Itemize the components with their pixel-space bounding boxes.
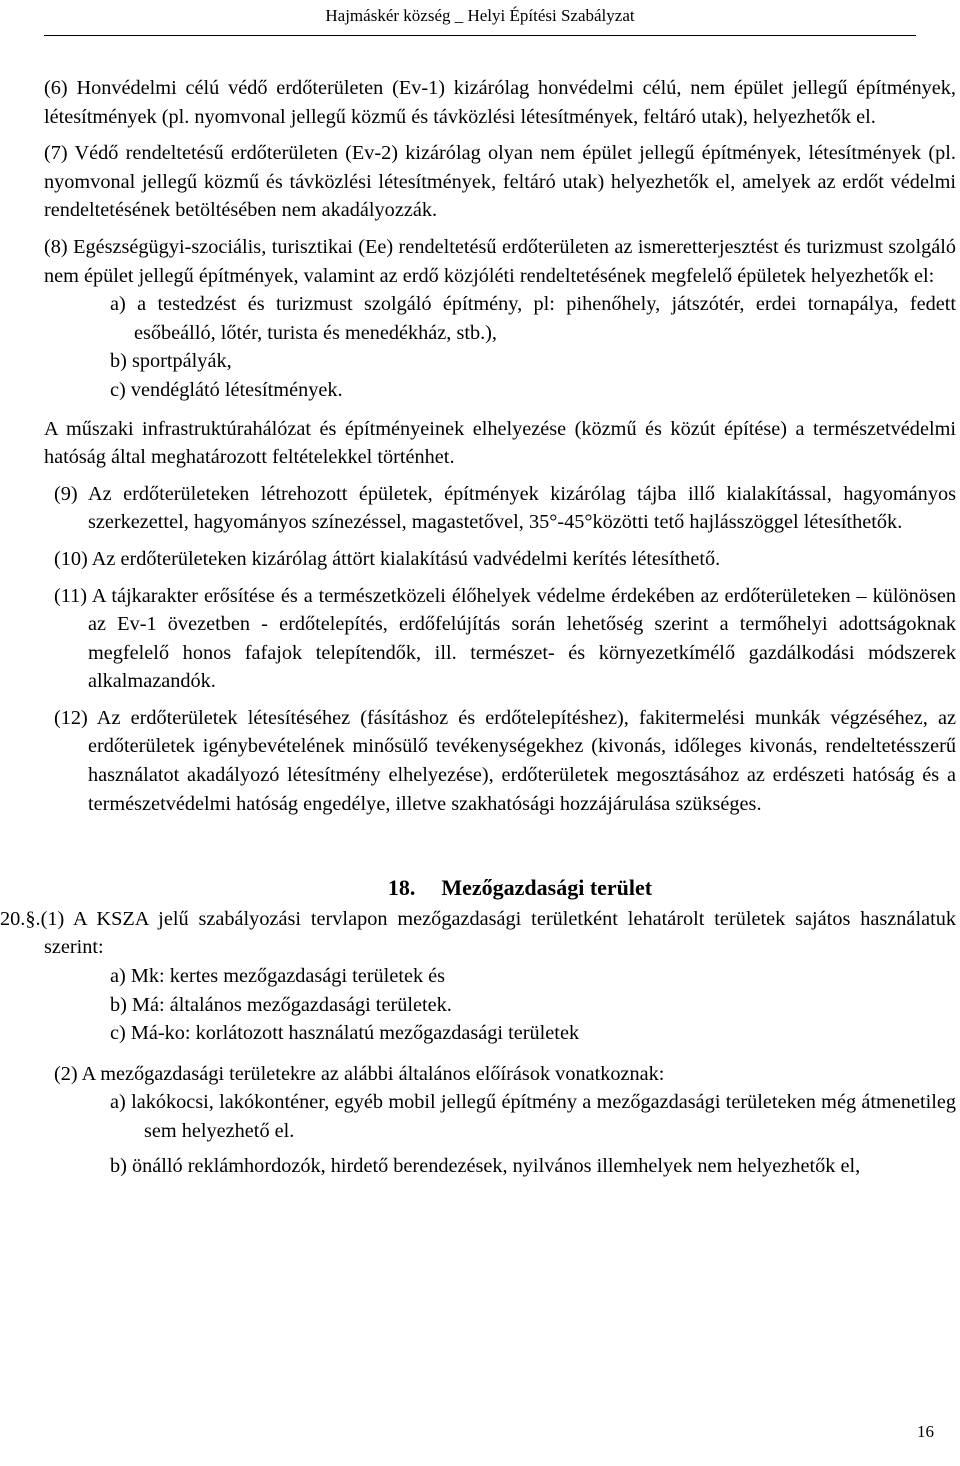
paragraph-20-2-list: [44, 1088, 956, 1180]
paragraph-12: (12) Az erdőterületek létesítéséhez (fásításhoz és erdőtelepítéshez), fakitermelési munkák végzéséhez, az erdőterületek igénybevételének minősülő tevékenységekhez (kivonás, időleges kivonás, rendeltetésszerű használatot akadályozó létesítmény elhelyezése), erdőterületek megosztásához az erdészeti hatóság és a természetvédelmi hatóság engedélye, illetve szakhatósági hozzájárulása szükséges.: [54, 706, 956, 815]
paragraph-20-1: 20.§.(1) A KSZA jelű szabályozási tervlapon mezőgazdasági területként lehatárolt területek sajátos használatuk szerint:: [0, 907, 956, 959]
section-heading: [44, 874, 956, 903]
paragraph-9: (9) Az erdőterületeken létrehozott épületek, építmények kizárólag tájba illő kialakítással, hagyományos szerkezettel, hagyományos színezéssel, magastetővel, 35°-45°közötti tető hajlásszöggel létesíthetők.: [54, 482, 956, 534]
paragraph-infrastructure: A műszaki infrastruktúrahálózat és építményeinek elhelyezése (közmű és közút építése) a természetvédelmi hatóság által meghatározott feltételekkel történhet.: [44, 417, 956, 469]
paragraph-8-list: [44, 290, 956, 404]
list-item: a) Mk: kertes mezőgazdasági területek és: [110, 965, 446, 988]
header-divider: [44, 35, 916, 36]
list-item: c) vendéglátó létesítmények.: [110, 378, 343, 401]
list-item: b) Má: általános mezőgazdasági területek.: [110, 993, 452, 1016]
section-number: 18.: [387, 875, 416, 901]
list-item: a) lakókocsi, lakókonténer, egyéb mobil jellegű építmény a mezőgazdasági területeken még átmenetileg sem helyezhető el.: [110, 1091, 956, 1142]
document-body: [0, 74, 956, 1180]
list-item: a) a testedzést és turizmust szolgáló építmény, pl: pihenőhely, játszótér, erdei tornapálya, fedett esőbeálló, lőtér, turista és menedékház, stb.),: [110, 293, 956, 344]
list-item: c) Má-ko: korlátozott használatú mezőgazdasági területek: [110, 1022, 580, 1045]
paragraph-11: (11) A tájkarakter erősítése és a természetközeli élőhelyek védelme érdekében az erdőterületeken – különösen az Ev-1 övezetben - erdőtelepítés, erdőfelújítás során lehetőség szerint a termőhelyi adottságoknak megfelelő honos fafajok telepítendők, ill. természet- és környezetkímélő gazdálkodási módszerek alkalmazandók.: [54, 584, 956, 693]
paragraph-8: (8) Egészségügyi-szociális, turisztikai (Ee) rendeltetésű erdőterületen az ismeretterjesztést és turizmust szolgáló nem épület jellegű építmények, valamint az erdő közjóléti rendeltetésének megfelelő épületek helyezhetők el:: [44, 235, 956, 287]
paragraph-20-1-list: [44, 962, 956, 1048]
paragraph-10: (10) Az erdőterületeken kizárólag áttört kialakítású vadvédelmi kerítés létesíthető.: [54, 547, 721, 570]
paragraph-7: (7) Védő rendeltetésű erdőterületen (Ev-2) kizárólag olyan nem épület jellegű építmények, létesítmények (pl. nyomvonal jellegű közmű és távközlési létesítmények, feltáró utak) helyezhetők el, amelyek az erdőt védelmi rendeltetésének betöltésében nem akadályozzák.: [44, 142, 956, 222]
list-item: b) önálló reklámhordozók, hirdető berendezések, nyilvános illemhelyek nem helyezhetők el,: [110, 1154, 861, 1177]
section-title: Mezőgazdasági terület: [441, 875, 653, 901]
paragraph-20-2: (2) A mezőgazdasági területekre az alábbi általános előírások vonatkoznak:: [54, 1062, 665, 1085]
page-number: 16: [917, 1422, 934, 1441]
paragraph-6: (6) Honvédelmi célú védő erdőterületen (Ev-1) kizárólag honvédelmi célú, nem épület jellegű építmények, létesítmények (pl. nyomvonal jellegű közmű és távközlési létesítmények, feltáró utak), helyezhetők el.: [44, 77, 956, 128]
running-header: Hajmáskér község _ Helyi Építési Szabályzat: [325, 6, 635, 25]
list-item: b) sportpályák,: [110, 350, 232, 373]
